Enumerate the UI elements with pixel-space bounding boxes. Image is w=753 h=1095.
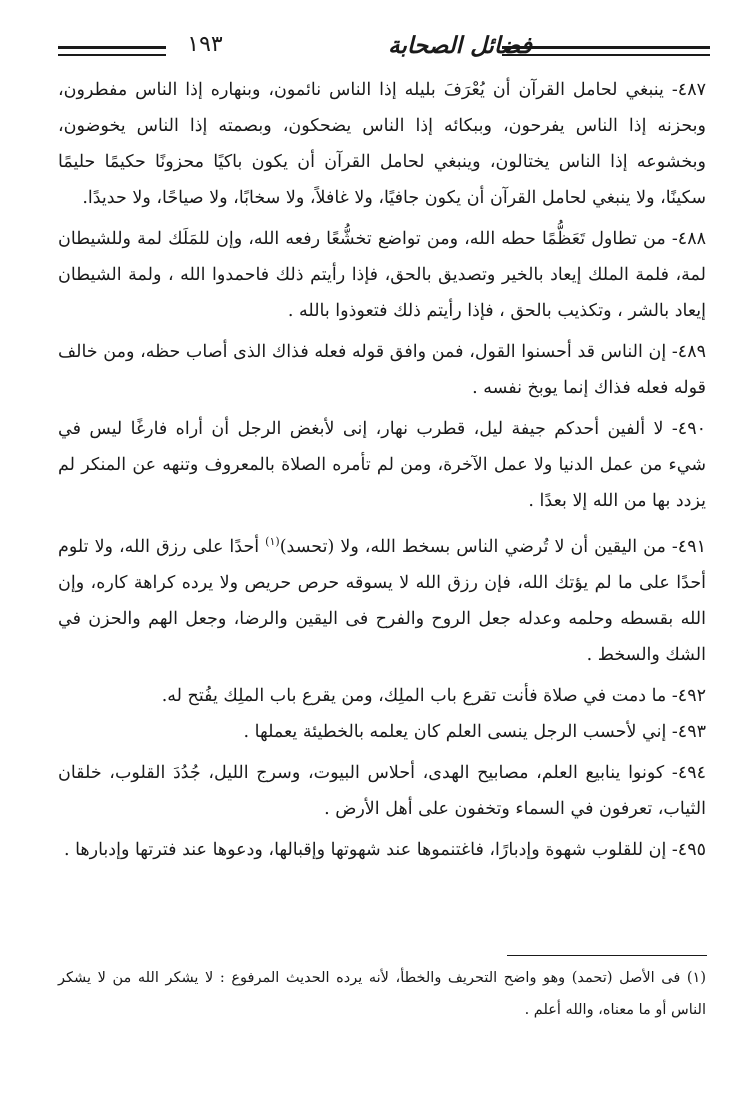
saying-487: ٤٨٧- ينبغي لحامل القرآن أن يُعْرَفَ بليله إذا الناس نائمون، وبنهاره إذا الناس مفطرون، وبحزنه إذا الناس يفرحون، وببكائه إذا الناس يضحكون، وبصمته إذا الناس يخوضون، وبخشوعه إذا الناس يختالون، وينبغي لحامل القرآن أن يكون باكيًا محزونًا حكيمًا حليمًا سكينًا، ولا ينبغي لحامل القرآن أن يكون جافيًا، ولا غافلاً، ولا سخابًا، ولا صياحًا، ولا حديدًا. bbox=[58, 80, 706, 208]
page-header bbox=[50, 30, 710, 74]
saying-number: ٤٩٢ bbox=[677, 685, 706, 706]
saying-text: إن الناس قد أحسنوا القول، فمن وافق قوله فعله فذاك الذى أصاب حظه، ومن خالف قوله فعله فذاك إنما يوبخ نفسه . bbox=[58, 342, 706, 398]
footnote-divider bbox=[507, 955, 707, 956]
page-number: ١٩٣ bbox=[187, 32, 223, 57]
saying-number: ٤٨٨ bbox=[677, 229, 706, 249]
saying-number: ٤٨٧ bbox=[677, 80, 706, 100]
saying-492: ٤٩٢- ما دمت في صلاة فأنت تقرع باب الملِك، ومن يقرع باب الملِك يفُتح له. bbox=[161, 685, 706, 706]
saying-text: من اليقين أن لا تُرضي الناس بسخط الله، ولا (تحسد) bbox=[279, 536, 666, 557]
saying-text: ما دمت في صلاة فأنت تقرع باب الملِك، ومن يقرع باب الملِك يفُتح له. bbox=[161, 685, 667, 706]
saying-489: ٤٨٩- إن الناس قد أحسنوا القول، فمن وافق قوله فعله فذاك الذى أصاب حظه، ومن خالف قوله فعله فذاك إنما يوبخ نفسه . bbox=[58, 342, 706, 398]
saying-number: ٤٩٥ bbox=[677, 839, 706, 860]
saying-number: ٤٩١ bbox=[677, 536, 706, 557]
saying-494: ٤٩٤- كونوا ينابيع العلم، مصابيح الهدى، أحلاس البيوت، وسرج الليل، جُدُدَ القلوب، خلقان الثياب، تعرفون في السماء وتخفون على أهل الأرض . bbox=[58, 762, 707, 819]
saying-text: كونوا ينابيع العلم، مصابيح الهدى، أحلاس البيوت، وسرج الليل، جُدُدَ القلوب، خلقان الثياب، تعرفون في السماء وتخفون على أهل الأرض . bbox=[58, 762, 706, 819]
page-title: فضائل الصحابة bbox=[388, 32, 532, 59]
saying-text: لا ألفين أحدكم جيفة ليل، قطرب نهار، إنى لأبغض الرجل أن أراه فارغًا ليس في شيء من عمل الدنيا ولا عمل الآخرة، ومن لم تأمره الصلاة بالمعروف وتنهه عن المنكر لم يزدد بها من الله إلا بعدًا . bbox=[58, 419, 706, 511]
saying-495: ٤٩٥- إن للقلوب شهوة وإدبارًا، فاغتنموها عند شهوتها وإقبالها، ودعوها عند فترتها وإدبارها . bbox=[63, 839, 706, 860]
saying-493: ٤٩٣- إني لأحسب الرجل ينسى العلم كان يعلمه بالخطيئة يعملها . bbox=[243, 721, 706, 742]
header-rule-left-top bbox=[58, 46, 166, 49]
header-rule-left-bottom bbox=[58, 54, 166, 56]
saying-number: ٤٩٠ bbox=[677, 419, 706, 439]
page-body bbox=[58, 72, 706, 873]
saying-text: إني لأحسب الرجل ينسى العلم كان يعلمه بالخطيئة يعملها . bbox=[243, 721, 667, 742]
saying-488: ٤٨٨- من تطاول تَعَظُّمًا حطه الله، ومن تواضع تخشُّعًا رفعه الله، وإن للمَلَك لمة وللشيطان لمة، فلمة الملك إيعاد بالخير وتصديق بالحق، فإذا رأيتم ذلك فاحمدوا الله ، ولمة الشيطان إيعاد بالشر ، وتكذيب بالحق ، فإذا رأيتم ذلك فتعوذوا بالله . bbox=[58, 229, 706, 321]
footnote-1: (١) فى الأصل (تحمد) وهو واضح التحريف والخطأ، لأنه يرده الحديث المرفوع : لا يشكر الله من لا يشكر الناس أو ما معناه، والله أعلم . bbox=[58, 970, 706, 1018]
saying-text-continued: أحدًا على رزق الله، ولا تلوم أحدًا على ما لم يؤتك الله، فإن رزق الله لا يسوقه حرص حريص ولا يرده كراهة كاره، وإن الله بقسطه وحلمه وعدله جعل الروح والفرح فى اليقين والرضا، وجعل الهم والحزن في الشك والسخط . bbox=[58, 536, 706, 665]
saying-number: ٤٨٩ bbox=[677, 342, 706, 362]
saying-number: ٤٩٣ bbox=[677, 721, 706, 742]
saying-491: ٤٩١- من اليقين أن لا تُرضي الناس بسخط الله، ولا (تحسد)$^{(١)}$ أحدًا على رزق الله، ولا تلوم أحدًا على ما لم يؤتك الله، فإن رزق الله لا يسوقه حرص حريص ولا يرده كراهة كاره، وإن الله بقسطه وحلمه وعدله جعل الروح والفرح فى اليقين والرضا، وجعل الهم والحزن في الشك والسخط . bbox=[58, 535, 706, 665]
saying-number: ٤٩٤ bbox=[677, 762, 707, 783]
saying-text: إن للقلوب شهوة وإدبارًا، فاغتنموها عند شهوتها وإقبالها، ودعوها عند فترتها وإدبارها . bbox=[63, 839, 667, 860]
saying-text: من تطاول تَعَظُّمًا حطه الله، ومن تواضع تخشُّعًا رفعه الله، وإن للمَلَك لمة وللشيطان لمة، فلمة الملك إيعاد بالخير وتصديق بالحق، فإذا رأيتم ذلك فاحمدوا الله ، ولمة الشيطان إيعاد بالشر ، وتكذيب بالحق ، فإذا رأيتم ذلك فتعوذوا بالله . bbox=[58, 229, 706, 321]
footnote-ref: (١) bbox=[265, 535, 280, 548]
saying-text: ينبغي لحامل القرآن أن يُعْرَفَ بليله إذا الناس نائمون، وبنهاره إذا الناس مفطرون، وبحزنه إذا الناس يفرحون، وببكائه إذا الناس يضحكون، وبصمته إذا الناس يخوضون، وبخشوعه إذا الناس يختالون، وينبغي لحامل القرآن أن يكون باكيًا محزونًا حكيمًا حليمًا سكينًا، ولا ينبغي لحامل القرآن أن يكون جافيًا، ولا غافلاً، ولا سخابًا، ولا صياحًا، ولا حديدًا. bbox=[58, 80, 706, 208]
saying-490: ٤٩٠- لا ألفين أحدكم جيفة ليل، قطرب نهار، إنى لأبغض الرجل أن أراه فارغًا ليس في شيء من عمل الدنيا ولا عمل الآخرة، ومن لم تأمره الصلاة بالمعروف وتنهه عن المنكر لم يزدد بها من الله إلا بعدًا . bbox=[58, 419, 706, 511]
